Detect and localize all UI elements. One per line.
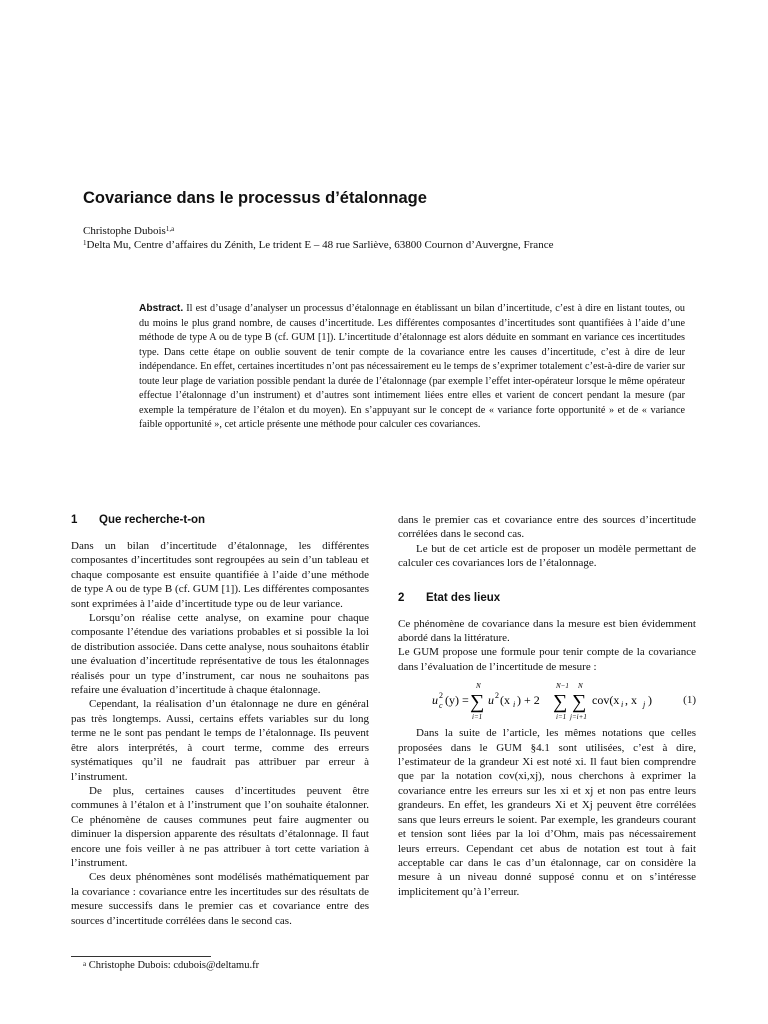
author-line	[83, 225, 174, 238]
abstract-label: Abstract.	[139, 303, 184, 314]
section-2-paragraph-1: Ce phénomène de covariance dans la mesure est bien évidemment abordé dans la littérature.	[398, 617, 696, 645]
author-name: Christophe Dubois	[83, 225, 166, 237]
eq-term-u: u	[488, 693, 494, 708]
eq-y: (y) =	[445, 693, 469, 708]
eq-sum3-lower: j=i+1	[570, 713, 587, 722]
eq-sum3-sigma: ∑	[572, 691, 587, 714]
section-1-paragraph-2: Lorsqu’on réalise cette analyse, on examine pour chaque composante l’étendue des variations probables et si possible la loi de distribution associée. Dans cette analyse, nous souhaitons établir une évaluation d’incertitude représentative de tous les étalonnages réalisés pour un type d’instrument, car nous ne souhaitons pas refaire une évaluation d’incertitude à chaque étalonnage.	[71, 612, 369, 697]
section-2-paragraph-2: Le GUM propose une formule pour tenir compte de la covariance dans l’évaluation de l’incertitude de mesure :	[398, 646, 696, 673]
footnote	[83, 959, 259, 972]
section-1-number: 1	[71, 514, 78, 526]
eq-term-square: 2	[495, 691, 499, 701]
abstract	[139, 302, 685, 433]
section-1-paragraph-4: De plus, certaines causes d’incertitudes peuvent être communes à l’étalon et à l’instrument que l’on souhaite étalonner. Ce phénomène de causes communes peut faire augmenter ou diminuer la dispersion apparente des résultats d’étalonnage. Il faut encore une fois veiller à ne pas attribuer à tort cette variation à l’instrument.	[71, 784, 369, 869]
paper-title: Covariance dans le processus d’étalonnage	[83, 189, 427, 207]
affiliation: Delta Mu, Centre d’affaires du Zénith, Le trident E – 48 rue Sarliève, 63800 Cournon d’Auvergne, France	[86, 239, 554, 251]
equation-number: (1)	[683, 694, 696, 707]
section-1-paragraph-6: Le but de cet article est de proposer un modèle permettant de calculer ces covariances lors de l’étalonnage.	[398, 542, 696, 570]
eq-sum2-upper: N−1	[556, 682, 569, 691]
eq-sum1-lower: i=1	[472, 713, 483, 722]
eq-square: 2	[439, 691, 443, 701]
eq-cov-comma: , x	[625, 693, 637, 708]
eq-cov-j: j	[643, 700, 646, 710]
equation-formula	[432, 678, 660, 722]
section-2-number: 2	[398, 591, 405, 604]
affiliation-superscript: 1	[83, 239, 87, 247]
right-column	[398, 513, 696, 899]
section-2-heading	[398, 591, 696, 605]
eq-sum1-sigma: ∑	[470, 691, 485, 714]
section-2-paragraph-3: Dans la suite de l’article, les mêmes notations que celles proposées dans le GUM §4.1 sont utilisées, c’est à dire, l’estimateur de la grandeur Xi est noté xi. Il faut bien comprendre que par la notation cov(xi,xj), nous cherchons à exprimer la covariance entre les erreurs sur les xi et xj et non pas entre leurs grandeurs. En effet, les grandeurs Xi et Xj peuvent être corrélées sans que leurs erreurs le soient. Par exemple, les grandeurs courant et tension sont liées par la loi d’Ohm, mais pas nécessairement leurs erreurs. Cependant cet abus de notation est tout à fait acceptable car dans le cas d’un étalonnage, car on considère la mesure à un niveau donné supposé connu et on s’intéresse implicitement qu’à l’erreur.	[398, 727, 696, 898]
equation-1	[398, 678, 696, 722]
eq-sum3-upper: N	[578, 682, 583, 691]
footnote-rule	[71, 956, 211, 957]
section-1-heading	[71, 513, 369, 527]
eq-sum2-lower: i=1	[556, 713, 567, 722]
eq-plus: ) + 2	[517, 693, 540, 708]
section-1-title: Que recherche-t-on	[99, 514, 206, 526]
eq-sum2-sigma: ∑	[553, 691, 568, 714]
footnote-text: Christophe Dubois: cdubois@deltamu.fr	[88, 960, 260, 971]
eq-term-x: (x	[500, 693, 510, 708]
eq-cov-i: i	[621, 700, 624, 710]
footnote-marker: a	[83, 960, 87, 968]
author-superscript: 1,a	[165, 225, 175, 233]
left-column	[71, 513, 369, 942]
eq-cov: cov(x	[592, 693, 620, 708]
abstract-text: Il est d’usage d’analyser un processus d’étalonnage en établissant un bilan d’incertitude, c’est à dire en listant toutes, ou du moins le plus grand nombre, de causes d’incertitude. Les différentes composantes d’incertitudes sont quantifiées à l’aide d’une méthode de type A ou de type B (cf. GUM [1]). L’incertitude d’étalonnage est alors déduite en sommant en variance ces incertitudes type. Dans cette étape on oublie souvent de tenir compte de la covariance entre les causes d’incertitude, c’est à dire de leur indépendance. En effet, certaines incertitudes n’ont pas nécessairement eu le temps de s’exprimer totalement c’est-à-dire de varier sur toute leur plage de variation possible pendant la durée de l’étalonnage (par exemple l’effet inter-opérateur lorsque le même opérateur effectue l’étalonnage d’un instrument) et d’autres sont intimement liées entre elles et varient de concert pendant la mesure (par exemple la température de l’étalon et du moyen). En s’appuyant sur le concept de « variance forte opportunité » et de « variance faible opportunité », cet article présente une méthode pour calculer ces covariances.	[139, 303, 686, 430]
eq-term-i: i	[513, 700, 516, 710]
section-1-paragraph-1: Dans un bilan d’incertitude d’étalonnage, les différentes composantes d’incertitudes sont regroupées au sein d’un tableau et chaque composante est ensuite quantifiée à l’aide d’une méthode de type A ou de type B (cf. GUM [1]). Les différentes composantes sont exprimées à l’aide d’incertitude type ou de leur variance.	[71, 540, 369, 610]
eq-sum1-upper: N	[476, 682, 481, 691]
section-1-paragraph-3: Cependant, la réalisation d’un étalonnage ne dure en général pas très longtemps. Aussi, certains effets variables sur du long terme ne le sont pas pendant le temps de l’étalonnage. Ils peuvent être alors interprétés, à court terme, comme des erreurs systématiques qu’il ne faudrait pas attribuer par erreur à l’instrument.	[71, 698, 369, 783]
eq-cov-close: )	[648, 693, 652, 708]
section-2-title: Etat des lieux	[426, 591, 501, 604]
eq-c: c	[439, 701, 443, 711]
section-1-paragraph-5: Ces deux phénomènes sont modélisés mathématiquement par la covariance : covariance entre les incertitudes sur des résultats de mesure successifs dans le premier cas et covariance entre des sources d’incertitude corrélées dans le second cas.	[71, 871, 369, 927]
section-1-paragraph-5-continued: dans le premier cas et covariance entre des sources d’incertitude corrélées dans le second cas.	[398, 514, 696, 541]
affiliation-line	[83, 239, 723, 252]
eq-u: u	[432, 693, 438, 708]
